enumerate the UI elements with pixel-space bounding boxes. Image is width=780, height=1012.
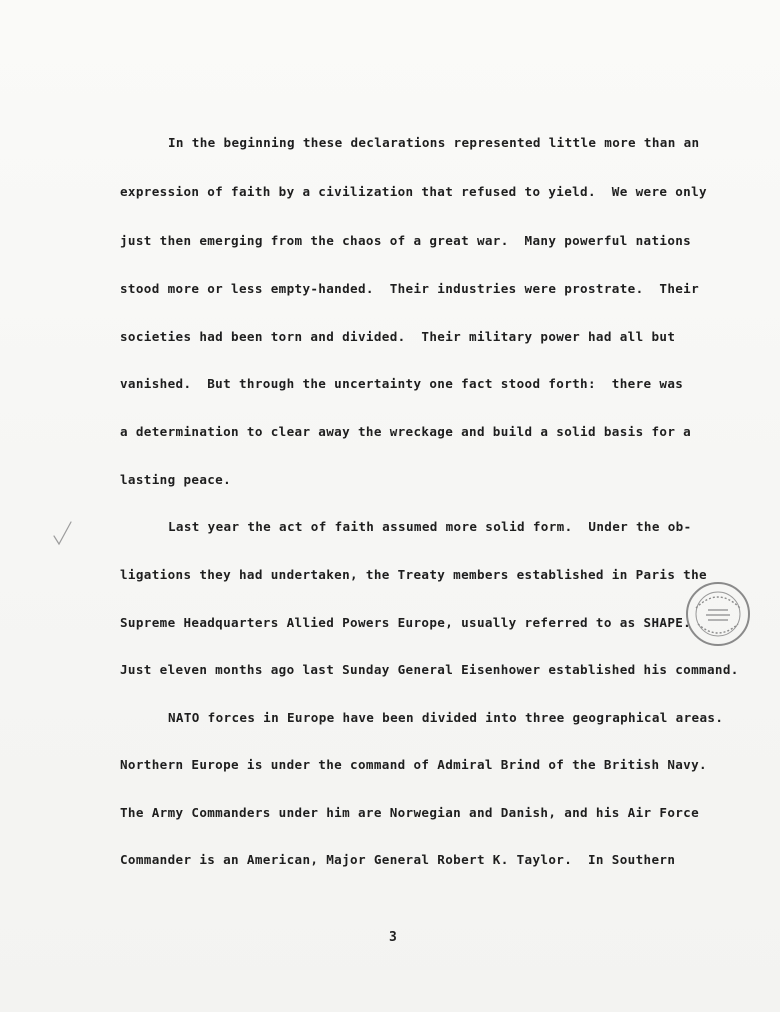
text-line: stood more or less empty-handed. Their industries were prostrate. Their (120, 281, 700, 296)
text-line: a determination to clear away the wreckage and build a solid basis for a (120, 424, 692, 439)
text-line: The Army Commanders under him are Norwegian and Danish, and his Air Force (120, 805, 700, 820)
pencil-check-icon (50, 518, 74, 548)
text-line: lasting peace. (120, 472, 232, 487)
text-line: NATO forces in Europe have been divided into three geographical areas. (168, 710, 724, 725)
text-line: Supreme Headquarters Allied Powers Europe, usually referred to as SHAPE. (120, 615, 692, 630)
text-line: ligations they had undertaken, the Treaty members established in Paris the (120, 567, 707, 582)
text-line: In the beginning these declarations represented little more than an (168, 135, 700, 150)
text-line: expression of faith by a civilization that refused to yield. We were only (120, 184, 707, 199)
text-line: Commander is an American, Major General Robert K. Taylor. In Southern (120, 852, 676, 867)
text-line: vanished. But through the uncertainty one fact stood forth: there was (120, 376, 684, 391)
text-line: Northern Europe is under the command of Admiral Brind of the British Navy. (120, 757, 707, 772)
text-line: just then emerging from the chaos of a great war. Many powerful nations (120, 233, 692, 248)
page-number: 3 (389, 930, 397, 945)
archive-stamp-icon (684, 580, 752, 648)
text-line: Just eleven months ago last Sunday General Eisenhower established his command. (120, 662, 739, 677)
text-line: Last year the act of faith assumed more solid form. Under the ob- (168, 519, 692, 534)
text-line: societies had been torn and divided. Their military power had all but (120, 329, 676, 344)
